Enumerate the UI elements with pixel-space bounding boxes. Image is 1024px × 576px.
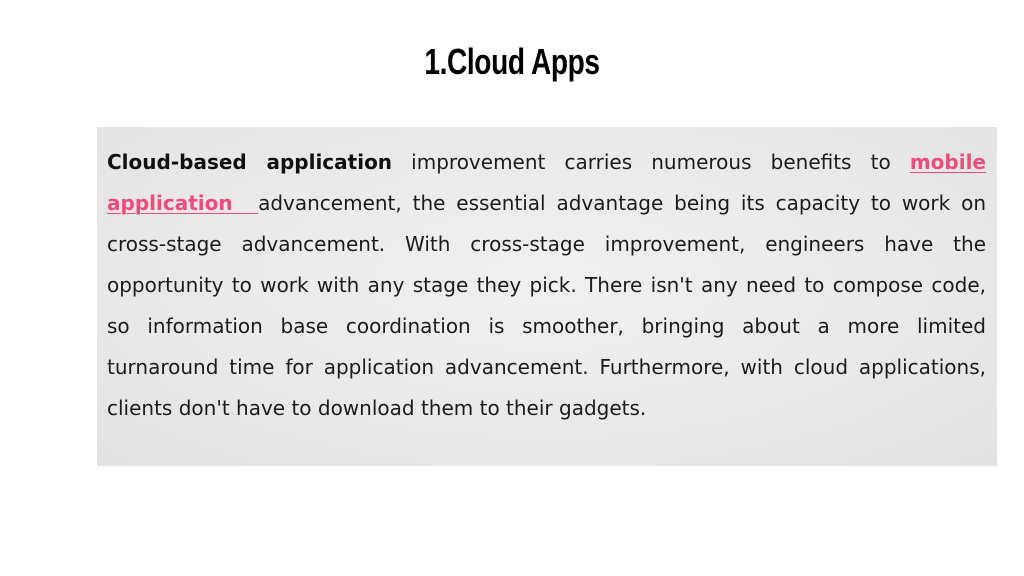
paragraph-text-2: advancement, the essential advantage being its capacity to work on cross-stage advancement. With cross-stage improvement, engineers have the opportunity to work with any stage they pick. There isn't any need to compose code, so information base coordination is smoother, bringing about a more limited turnaround time for application advancement. Furthermore, with cloud applications, clients don't have to download them to their gadgets. [107, 191, 986, 420]
content-text-box [97, 127, 997, 466]
bold-lead-text: Cloud-based application [107, 150, 393, 174]
paragraph-text-1: improvement carries numerous benefits to [392, 150, 910, 174]
slide-title: 1.Cloud Apps [424, 41, 600, 82]
body-paragraph [107, 142, 986, 429]
mobile-application-link[interactable]: mobile application [107, 150, 986, 215]
